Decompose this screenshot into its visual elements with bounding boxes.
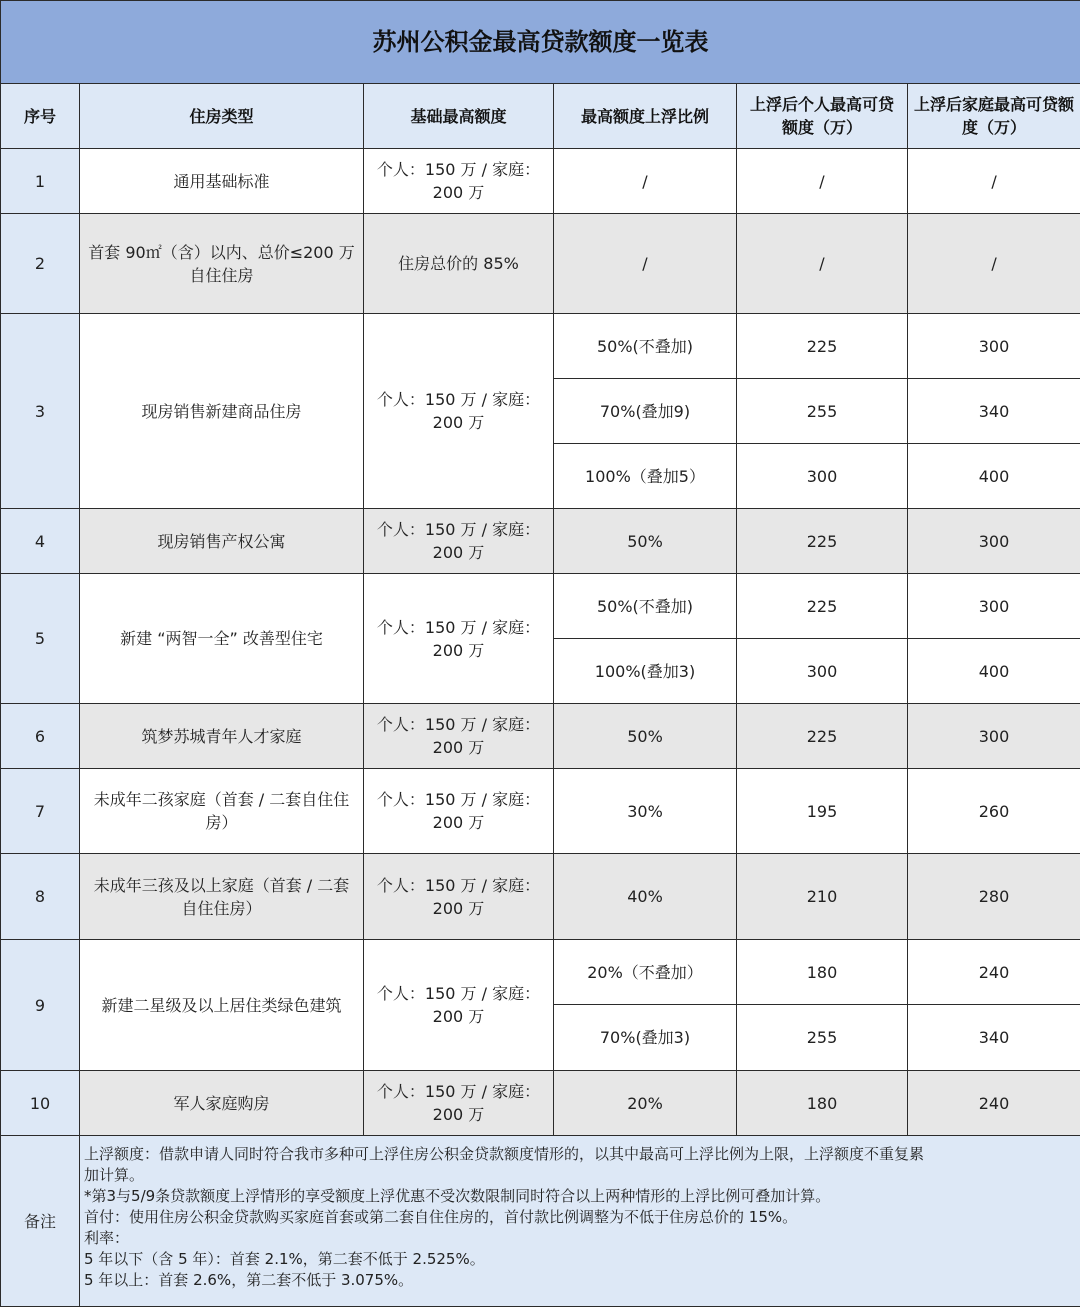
housing-type: 首套 90㎡（含）以内、总价≤200 万自住住房 xyxy=(80,214,364,314)
base-limit: 个人：150 万 / 家庭：200 万 xyxy=(364,940,554,1071)
base-limit: 个人：150 万 / 家庭：200 万 xyxy=(364,314,554,509)
family-limit: 300 xyxy=(908,314,1080,379)
table-row xyxy=(1,854,1080,940)
float-ratio: 70%(叠加3) xyxy=(554,1005,737,1071)
float-ratio: 20%（不叠加） xyxy=(554,940,737,1005)
base-limit: 个人：150 万 / 家庭：200 万 xyxy=(364,149,554,214)
housing-type: 未成年三孩及以上家庭（首套 / 二套自住住房） xyxy=(80,854,364,940)
personal-limit: 255 xyxy=(737,1005,908,1071)
float-ratio: 100%(叠加3) xyxy=(554,639,737,704)
table-row xyxy=(1,509,1080,574)
header-row xyxy=(1,84,1080,149)
base-limit: 个人：150 万 / 家庭：200 万 xyxy=(364,704,554,769)
table-body xyxy=(1,149,1080,1136)
housing-type: 未成年二孩家庭（首套 / 二套自住住房） xyxy=(80,769,364,854)
note-line: 5 年以下（含 5 年）：首套 2.1%，第二套不低于 2.525%。 xyxy=(84,1250,485,1268)
notes-label: 备注 xyxy=(1,1136,80,1307)
housing-type: 军人家庭购房 xyxy=(80,1071,364,1136)
family-limit: 240 xyxy=(908,940,1080,1005)
header-type: 住房类型 xyxy=(80,84,364,149)
table-row xyxy=(1,574,1080,639)
personal-limit: 300 xyxy=(737,639,908,704)
family-limit: 340 xyxy=(908,379,1080,444)
base-limit: 个人：150 万 / 家庭：200 万 xyxy=(364,769,554,854)
table-row xyxy=(1,704,1080,769)
header-personal: 上浮后个人最高可贷额度（万） xyxy=(737,84,908,149)
note-line: 首付：使用住房公积金贷款购买家庭首套或第二套自住住房的，首付款比例调整为不低于住房总价的 15%。 xyxy=(84,1208,798,1226)
housing-type: 现房销售产权公寓 xyxy=(80,509,364,574)
housing-type: 新建二星级及以上居住类绿色建筑 xyxy=(80,940,364,1071)
table-row xyxy=(1,149,1080,214)
housing-type: 通用基础标准 xyxy=(80,149,364,214)
notes-row xyxy=(1,1136,1080,1307)
header-family: 上浮后家庭最高可贷额度（万） xyxy=(908,84,1080,149)
row-number: 8 xyxy=(1,854,80,940)
row-number: 1 xyxy=(1,149,80,214)
personal-limit: 225 xyxy=(737,704,908,769)
row-number: 9 xyxy=(1,940,80,1071)
family-limit: 280 xyxy=(908,854,1080,940)
family-limit: 300 xyxy=(908,704,1080,769)
float-ratio: 70%(叠加9) xyxy=(554,379,737,444)
base-limit: 住房总价的 85% xyxy=(364,214,554,314)
family-limit: 400 xyxy=(908,639,1080,704)
personal-limit: 180 xyxy=(737,1071,908,1136)
personal-limit: 225 xyxy=(737,314,908,379)
float-ratio: 100%（叠加5） xyxy=(554,444,737,509)
row-number: 2 xyxy=(1,214,80,314)
personal-limit: 180 xyxy=(737,940,908,1005)
personal-limit: / xyxy=(737,214,908,314)
row-number: 10 xyxy=(1,1071,80,1136)
personal-limit: 210 xyxy=(737,854,908,940)
personal-limit: 300 xyxy=(737,444,908,509)
family-limit: 340 xyxy=(908,1005,1080,1071)
row-number: 6 xyxy=(1,704,80,769)
base-limit: 个人：150 万 / 家庭：200 万 xyxy=(364,509,554,574)
table-row xyxy=(1,214,1080,314)
table-row xyxy=(1,940,1080,1005)
family-limit: 400 xyxy=(908,444,1080,509)
header-ratio: 最高额度上浮比例 xyxy=(554,84,737,149)
personal-limit: 225 xyxy=(737,509,908,574)
personal-limit: 195 xyxy=(737,769,908,854)
float-ratio: 50% xyxy=(554,509,737,574)
table-row xyxy=(1,314,1080,379)
float-ratio: 40% xyxy=(554,854,737,940)
family-limit: / xyxy=(908,214,1080,314)
family-limit: 300 xyxy=(908,574,1080,639)
table-row xyxy=(1,769,1080,854)
float-ratio: 50%(不叠加) xyxy=(554,574,737,639)
family-limit: 260 xyxy=(908,769,1080,854)
table-row xyxy=(1,1071,1080,1136)
base-limit: 个人：150 万 / 家庭：200 万 xyxy=(364,1071,554,1136)
housing-type: 筑梦苏城青年人才家庭 xyxy=(80,704,364,769)
notes-content xyxy=(80,1136,1080,1307)
base-limit: 个人：150 万 / 家庭：200 万 xyxy=(364,854,554,940)
row-number: 3 xyxy=(1,314,80,509)
personal-limit: 225 xyxy=(737,574,908,639)
housing-type: 新建 “两智一全” 改善型住宅 xyxy=(80,574,364,704)
float-ratio: 50% xyxy=(554,704,737,769)
note-line: 加计算。 xyxy=(84,1166,145,1184)
family-limit: 240 xyxy=(908,1071,1080,1136)
float-ratio: 50%(不叠加) xyxy=(554,314,737,379)
note-line: 利率： xyxy=(84,1229,130,1247)
row-number: 5 xyxy=(1,574,80,704)
housing-type: 现房销售新建商品住房 xyxy=(80,314,364,509)
float-ratio: 30% xyxy=(554,769,737,854)
note-line: 5 年以上：首套 2.6%，第二套不低于 3.075%。 xyxy=(84,1271,414,1289)
personal-limit: 255 xyxy=(737,379,908,444)
family-limit: / xyxy=(908,149,1080,214)
note-line: *第3与5/9条贷款额度上浮情形的享受额度上浮优惠不受次数限制同时符合以上两种情形的上浮比例可叠加计算。 xyxy=(84,1187,831,1205)
row-number: 4 xyxy=(1,509,80,574)
float-ratio: / xyxy=(554,214,737,314)
personal-limit: / xyxy=(737,149,908,214)
float-ratio: 20% xyxy=(554,1071,737,1136)
note-line: 上浮额度：借款申请人同时符合我市多种可上浮住房公积金贷款额度情形的，以其中最高可上浮比例为上限，上浮额度不重复累 xyxy=(84,1145,925,1163)
header-no: 序号 xyxy=(1,84,80,149)
family-limit: 300 xyxy=(908,509,1080,574)
header-base: 基础最高额度 xyxy=(364,84,554,149)
base-limit: 个人：150 万 / 家庭：200 万 xyxy=(364,574,554,704)
row-number: 7 xyxy=(1,769,80,854)
float-ratio: / xyxy=(554,149,737,214)
table-title: 苏州公积金最高贷款额度一览表 xyxy=(1,1,1080,84)
